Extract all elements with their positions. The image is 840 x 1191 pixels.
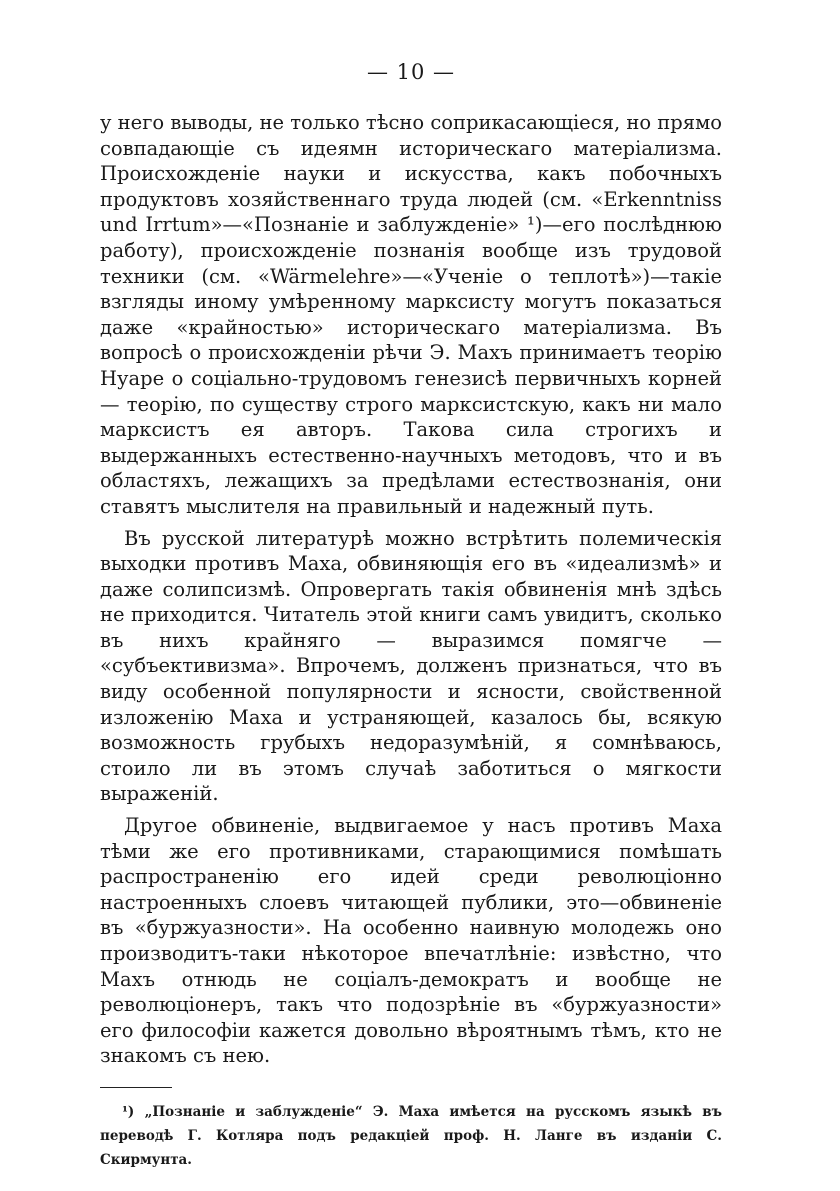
footnote-divider	[100, 1087, 172, 1088]
paragraph-3: Другое обвиненіе, выдвигаемое у насъ противъ Маха тѣми же его противниками, старающимися помѣшать распространенію его идей среди революціонно настроенныхъ слоевъ читающей публики, это—обвиненіе въ «буржуазности». На особенно наивную молодежь оно производитъ-таки нѣкоторое впечатлѣніе: извѣстно, что Махъ отнюдь не соціалъ-демократъ и вообще не революціонеръ, такъ что подозрѣніе въ «буржуазности» его философіи кажется довольно вѣроятнымъ тѣмъ, кто не знакомъ съ нею.	[100, 814, 722, 1068]
paragraph-2: Въ русской литературѣ можно встрѣтить полемическія выходки противъ Маха, обвиняющія его въ «идеализмѣ» и даже солипсизмѣ. Опровергать такія обвиненія мнѣ здѣсь не приходится. Читатель этой книги самъ увидитъ, сколько въ нихъ крайняго — выразимся помягче — «субъективизма». Впрочемъ, долженъ признаться, что въ виду особенной популярности и ясности, свойственной изложенію Маха и устраняющей, казалось бы, всякую возможность грубыхъ недоразумѣній, я сомнѣваюсь, стоило ли въ этомъ случаѣ заботиться о мягкости выраженій.	[100, 526, 722, 806]
paragraph-1: у него выводы, не только тѣсно соприкасающіеся, но прямо совпадающіе съ идеямн историческаго матеріализма. Происхожденіе науки и искусства, какъ побочныхъ продуктовъ хозяйственнаго труда людей (см. «Erkenntniss und Irrtum»—«Познаніе и заблужденіе» ¹)—его послѣднюю работу), происхожденіе познанія вообще изъ трудовой техники (см. «Wärmelehre»—«Ученіе о теплотѣ»)—такіе взгляды иному умѣренному марксисту могутъ показаться даже «крайностью» историческаго матеріализма. Въ вопросѣ о происхожденіи рѣчи Э. Махъ принимаетъ теорію Нуаре о соціально-трудовомъ генезисѣ первичныхъ корней — теорію, по существу строго марксистскую, какъ ни мало марксистъ ея авторъ. Такова сила строгихъ и выдержанныхъ естественно-научныхъ методовъ, что и въ областяхъ, лежащихъ за предѣлами естествознанія, они ставятъ мыслителя на правильный и надежный путь.	[100, 111, 722, 518]
footnote: ¹) „Познаніе и заблужденіе“ Э. Маха имѣется на русскомъ языкѣ въ переводѣ Г. Котляра подъ редакціей проф. Н. Ланге въ изданіи С. Скирмунта.	[100, 1103, 722, 1168]
page-number: — 10 —	[366, 60, 456, 84]
book-page	[100, 60, 722, 1172]
